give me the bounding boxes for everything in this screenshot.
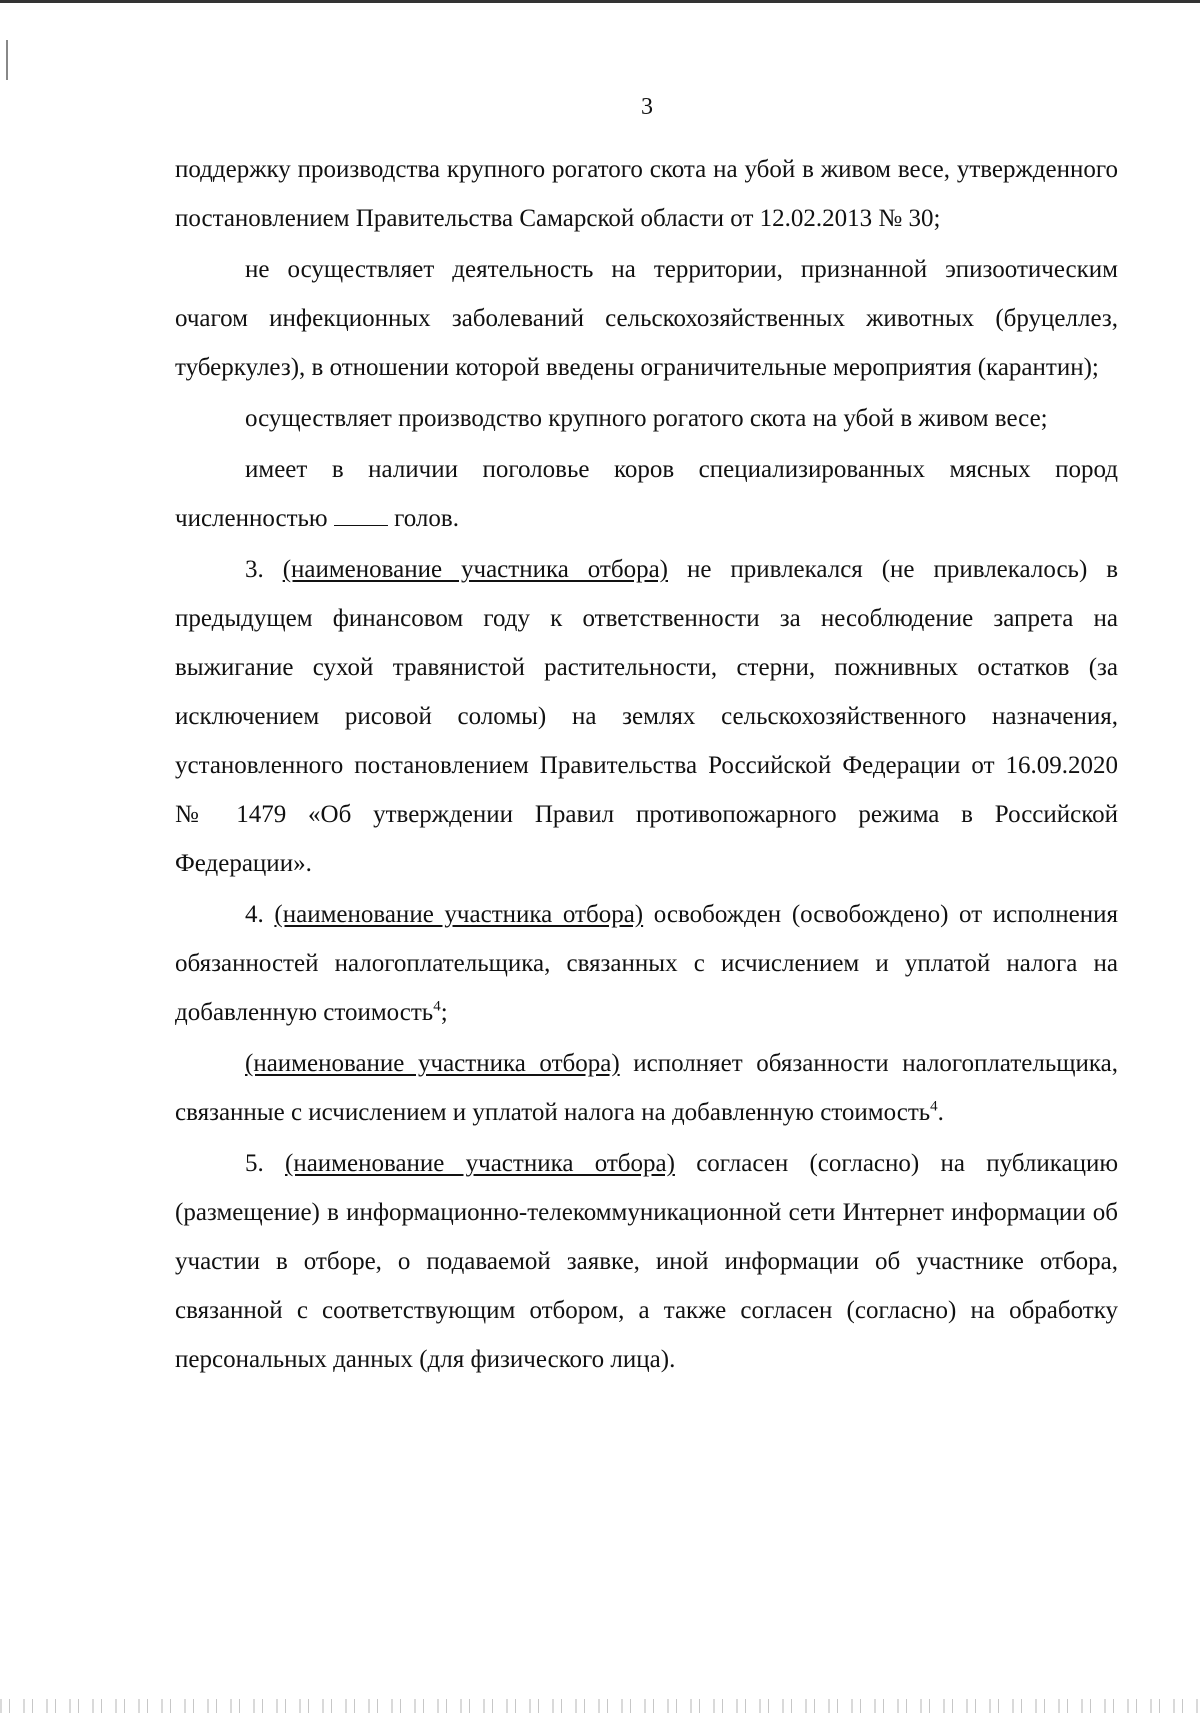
- item-4-alt-text: исполняет обязанности налогоплательщика, связанные с исчислением и уплатой налога на добавленную стоимость: [175, 1050, 1118, 1126]
- paragraph-cattle-production: осуществляет производство крупного рогатого скота на убой в живом весе;: [245, 405, 1048, 432]
- participant-placeholder: (наименование участника отбора): [282, 556, 668, 583]
- participant-placeholder: (наименование участника отбора): [245, 1050, 620, 1077]
- item-number: 5.: [245, 1150, 264, 1177]
- item-4-text: освобожден (освобождено) от исполнения обязанностей налогоплательщика, связанных с исчислением и уплатой налога на добавленную стоимость: [175, 901, 1118, 1026]
- document-body: [175, 145, 1118, 1384]
- item-3-text: не привлекался (не привлекалось) в предыдущем финансовом году к ответственности за несоблюдение запрета на выжигание сухой травянистой растительности, стерни, пожнивных остатков (за исключением рисовой соломы) на землях сельскохозяйственного назначения, установленного постановлением Правительства Российской Федерации от 16.09.2020 № 1479 «Об утверждении Правил противопожарного режима в Российской Федерации».: [175, 556, 1119, 877]
- paragraph-item-5: [175, 1139, 1118, 1384]
- participant-placeholder: (наименование участника отбора): [274, 901, 644, 928]
- item-number: 4.: [245, 901, 264, 928]
- paragraph-herd-count: [175, 445, 1118, 543]
- item-5-text: согласен (согласно) на публикацию (размещение) в информационно-телекоммуникационной сети Интернет информации об участии в отборе, о подаваемой заявке, иной информации об участнике отбора, связанной с соответствующим отбором, а также согласен (согласно) на обработку персональных данных (для физического лица).: [175, 1150, 1118, 1373]
- herd-count-text: имеет в наличии поголовье коров специализированных мясных пород численностью: [175, 456, 1118, 532]
- scan-bottom-edge: [0, 1699, 1200, 1713]
- paragraph-support-production: поддержку производства крупного рогатого скота на убой в живом весе, утвержденного постановлением Правительства Самарской области от 12.02.2013 № 30;: [175, 156, 1118, 232]
- item-4-alt-end: .: [937, 1099, 944, 1126]
- participant-placeholder: (наименование участника отбора): [285, 1150, 675, 1177]
- herd-count-unit: голов.: [394, 505, 459, 532]
- page-number: 3: [641, 94, 653, 120]
- paragraph-item-4-alt: [175, 1039, 1118, 1137]
- scan-top-edge: [0, 0, 1200, 3]
- footnote-mark: 4: [930, 1098, 938, 1115]
- item-4-end: ;: [440, 999, 448, 1026]
- herd-count-blank: [334, 507, 388, 526]
- paragraph-item-3: [175, 545, 1118, 888]
- scan-left-mark: [6, 40, 8, 80]
- footnote-mark: 4: [433, 998, 441, 1015]
- paragraph-no-quarantine: не осуществляет деятельность на территории, признанной эпизоотическим очагом инфекционных заболеваний сельскохозяйственных животных (бруцеллез, туберкулез), в отношении которой введены ограничительные мероприятия (карантин);: [175, 256, 1118, 381]
- paragraph-item-4: [175, 890, 1118, 1037]
- item-number: 3.: [245, 556, 264, 583]
